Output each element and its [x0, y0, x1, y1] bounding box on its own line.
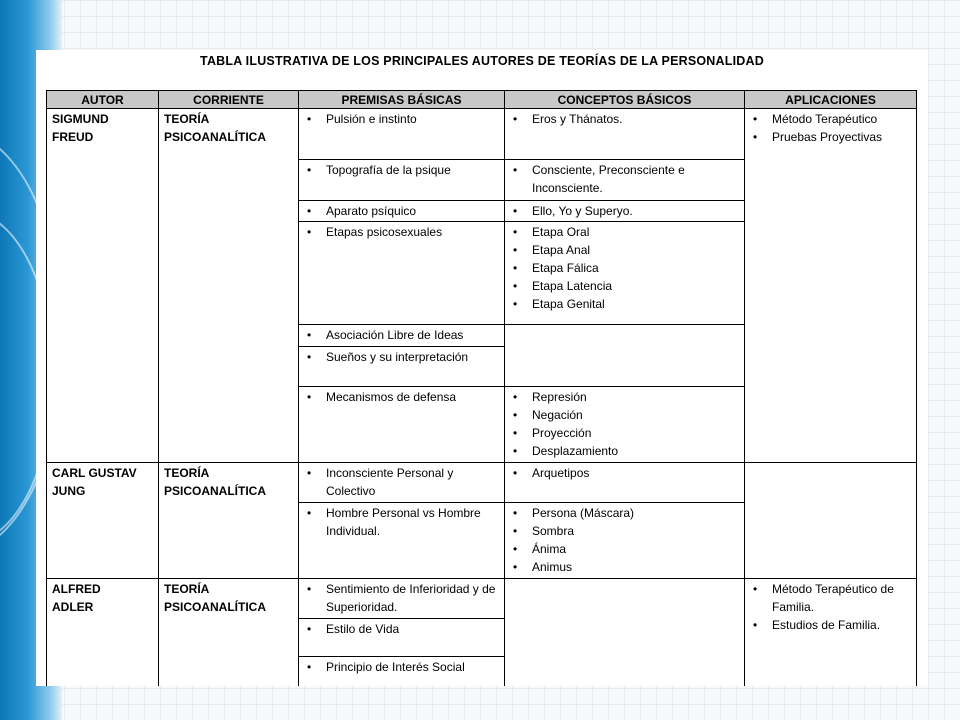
current-cell-freud	[159, 109, 299, 463]
personality-authors-table	[46, 90, 917, 686]
current-label: TEORÍA	[164, 112, 210, 126]
author-name: CARL GUSTAV	[52, 466, 137, 480]
list-item: • Desplazamiento	[510, 442, 739, 460]
current-label: PSICOANALÍTICA	[164, 600, 266, 614]
current-label: TEORÍA	[164, 582, 210, 596]
table-row	[47, 109, 917, 160]
list-item: • Etapa Fálica	[510, 259, 739, 277]
header-conceptos: CONCEPTOS BÁSICOS	[505, 91, 745, 109]
header-premisas: PREMISAS BÁSICAS	[299, 91, 505, 109]
list-item: • Ánima	[510, 540, 739, 558]
current-label: TEORÍA	[164, 466, 210, 480]
list-item: • Arquetipos	[510, 464, 739, 482]
premise-cell	[299, 109, 505, 160]
list-item: • Pruebas Proyectivas	[750, 128, 911, 146]
concept-cell	[505, 222, 745, 325]
premise-cell	[299, 657, 505, 687]
concept-cell-empty	[505, 325, 745, 387]
author-name: FREUD	[52, 130, 94, 144]
current-label: PSICOANALÍTICA	[164, 484, 266, 498]
concept-cell	[505, 109, 745, 160]
list-item: • Sombra	[510, 522, 739, 540]
list-item: • Topografía de la psique	[304, 161, 499, 179]
header-corriente: CORRIENTE	[159, 91, 299, 109]
list-item: • Sueños y su interpretación	[304, 348, 499, 366]
list-item: • Etapa Oral	[510, 223, 739, 241]
current-cell-jung	[159, 463, 299, 579]
list-item: • Asociación Libre de Ideas	[304, 326, 499, 344]
list-item: • Etapa Latencia	[510, 277, 739, 295]
concept-cell	[505, 387, 745, 463]
current-label: PSICOANALÍTICA	[164, 130, 266, 144]
premise-cell	[299, 619, 505, 657]
author-name: ALFRED	[52, 582, 101, 596]
premise-cell	[299, 503, 505, 579]
list-item: • Proyección	[510, 424, 739, 442]
list-item: • Represión	[510, 388, 739, 406]
current-cell-adler	[159, 579, 299, 687]
list-item: • Método Terapéutico de Familia.	[750, 580, 911, 616]
list-item: • Sentimiento de Inferioridad y de Superioridad.	[304, 580, 499, 616]
applications-cell-adler	[745, 579, 917, 687]
premise-cell	[299, 347, 505, 387]
list-item: • Etapas psicosexuales	[304, 223, 499, 241]
list-item: • Hombre Personal vs Hombre Individual.	[304, 504, 499, 540]
table-row	[47, 463, 917, 503]
concept-cell	[505, 160, 745, 201]
list-item: • Método Terapéutico	[750, 110, 911, 128]
concept-cell	[505, 201, 745, 222]
list-item: • Negación	[510, 406, 739, 424]
premise-cell	[299, 222, 505, 325]
premise-cell	[299, 160, 505, 201]
premise-cell	[299, 201, 505, 222]
premise-cell	[299, 463, 505, 503]
concept-cell-empty	[505, 579, 745, 687]
applications-cell-jung	[745, 463, 917, 579]
premise-cell	[299, 325, 505, 347]
list-item: • Estudios de Familia.	[750, 616, 911, 634]
list-item: • Etapa Anal	[510, 241, 739, 259]
author-cell-freud	[47, 109, 159, 463]
table-title: TABLA ILUSTRATIVA DE LOS PRINCIPALES AUTORES DE TEORÍAS DE LA PERSONALIDAD	[200, 54, 764, 68]
premise-cell	[299, 579, 505, 619]
author-cell-jung	[47, 463, 159, 579]
concept-cell	[505, 503, 745, 579]
applications-cell-freud	[745, 109, 917, 463]
document-page	[36, 50, 928, 686]
list-item: • Consciente, Preconsciente e Inconsciente.	[510, 161, 739, 197]
list-item: • Mecanismos de defensa	[304, 388, 499, 406]
list-item: • Estilo de Vida	[304, 620, 499, 638]
list-item: • Ello, Yo y Superyo.	[510, 202, 739, 220]
list-item: • Aparato psíquico	[304, 202, 499, 220]
table-row	[47, 579, 917, 619]
author-name: JUNG	[52, 484, 86, 498]
premise-cell	[299, 387, 505, 463]
header-autor: AUTOR	[47, 91, 159, 109]
header-aplicaciones: APLICACIONES	[745, 91, 917, 109]
list-item: • Principio de Interés Social	[304, 658, 499, 676]
list-item: • Pulsión e instinto	[304, 110, 499, 128]
author-name: SIGMUND	[52, 112, 109, 126]
author-name: ADLER	[52, 600, 94, 614]
author-cell-adler	[47, 579, 159, 687]
header-row	[47, 91, 917, 109]
list-item: • Etapa Genital	[510, 295, 739, 313]
list-item: • Eros y Thánatos.	[510, 110, 739, 128]
list-item: • Persona (Máscara)	[510, 504, 739, 522]
concept-cell	[505, 463, 745, 503]
list-item: • Inconsciente Personal y Colectivo	[304, 464, 499, 500]
list-item: • Animus	[510, 558, 739, 576]
